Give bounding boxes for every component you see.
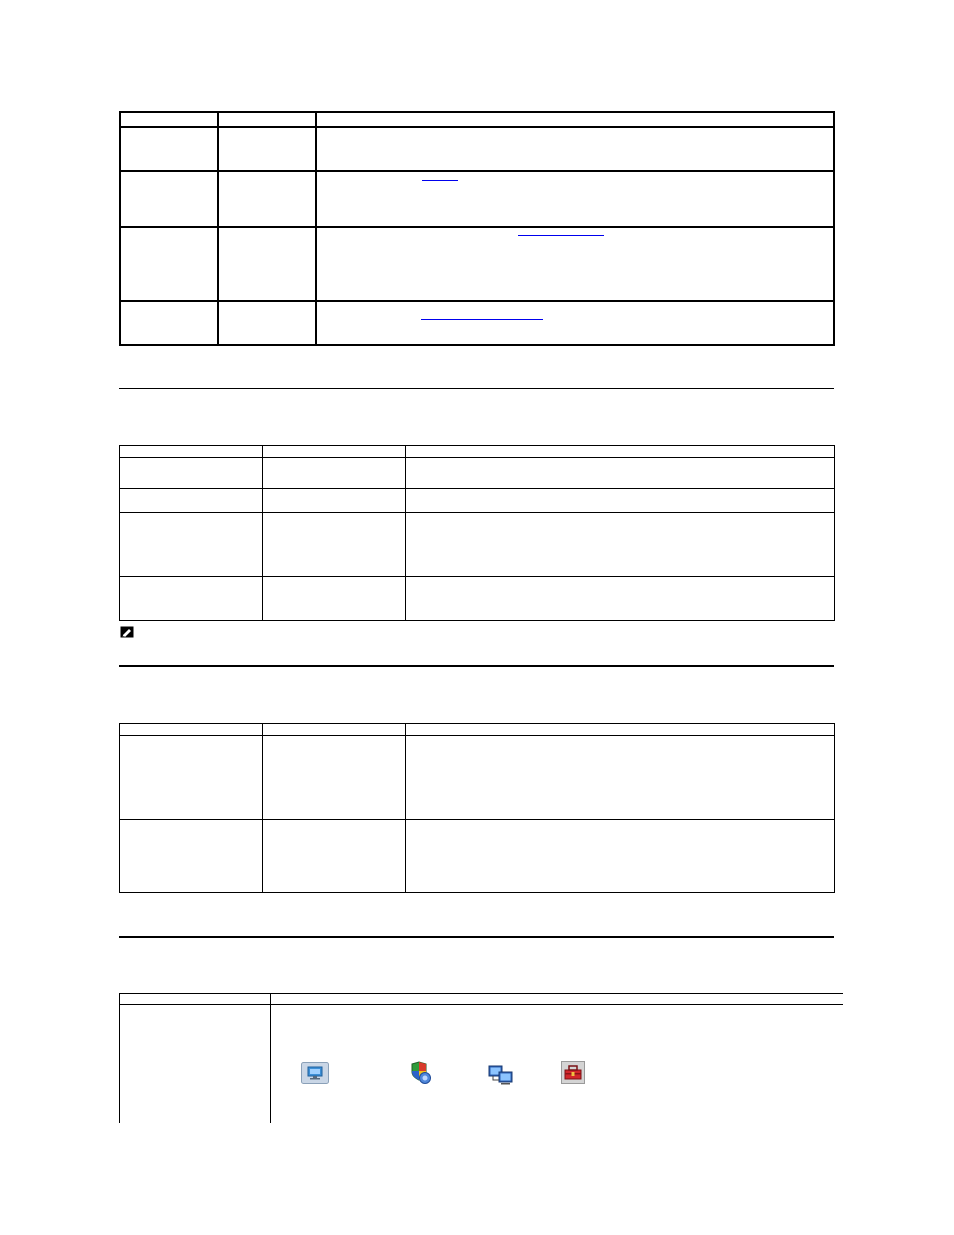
table-row xyxy=(120,458,835,489)
hyperlink[interactable] xyxy=(518,235,604,236)
table-row xyxy=(120,127,834,171)
hyperlink[interactable] xyxy=(421,319,543,320)
table-border-left xyxy=(119,993,120,1123)
table-row xyxy=(120,820,835,893)
table-header-row xyxy=(120,112,834,127)
section-divider xyxy=(119,665,834,667)
table-2 xyxy=(119,445,835,621)
table-row xyxy=(120,227,834,301)
note-pencil-icon xyxy=(120,626,134,638)
table-4 xyxy=(119,993,843,1123)
table-3 xyxy=(119,723,835,893)
table-header-divider xyxy=(119,1004,843,1005)
table-row xyxy=(120,577,835,621)
table-row xyxy=(120,513,835,577)
shield-icon xyxy=(410,1061,432,1085)
hyperlink[interactable] xyxy=(422,180,458,181)
table-header-row xyxy=(120,724,835,736)
toolbox-icon xyxy=(561,1061,585,1084)
table-row xyxy=(120,301,834,345)
table-row xyxy=(120,489,835,513)
monitor-icon xyxy=(301,1062,329,1084)
table-column-divider xyxy=(270,993,271,1123)
table-row xyxy=(120,171,834,227)
table-1 xyxy=(119,111,835,346)
section-divider xyxy=(119,388,834,389)
network-icon xyxy=(488,1064,514,1086)
section-divider xyxy=(119,936,834,938)
table-header-row xyxy=(120,446,835,458)
table-row xyxy=(120,736,835,820)
table-border-top xyxy=(119,993,843,994)
